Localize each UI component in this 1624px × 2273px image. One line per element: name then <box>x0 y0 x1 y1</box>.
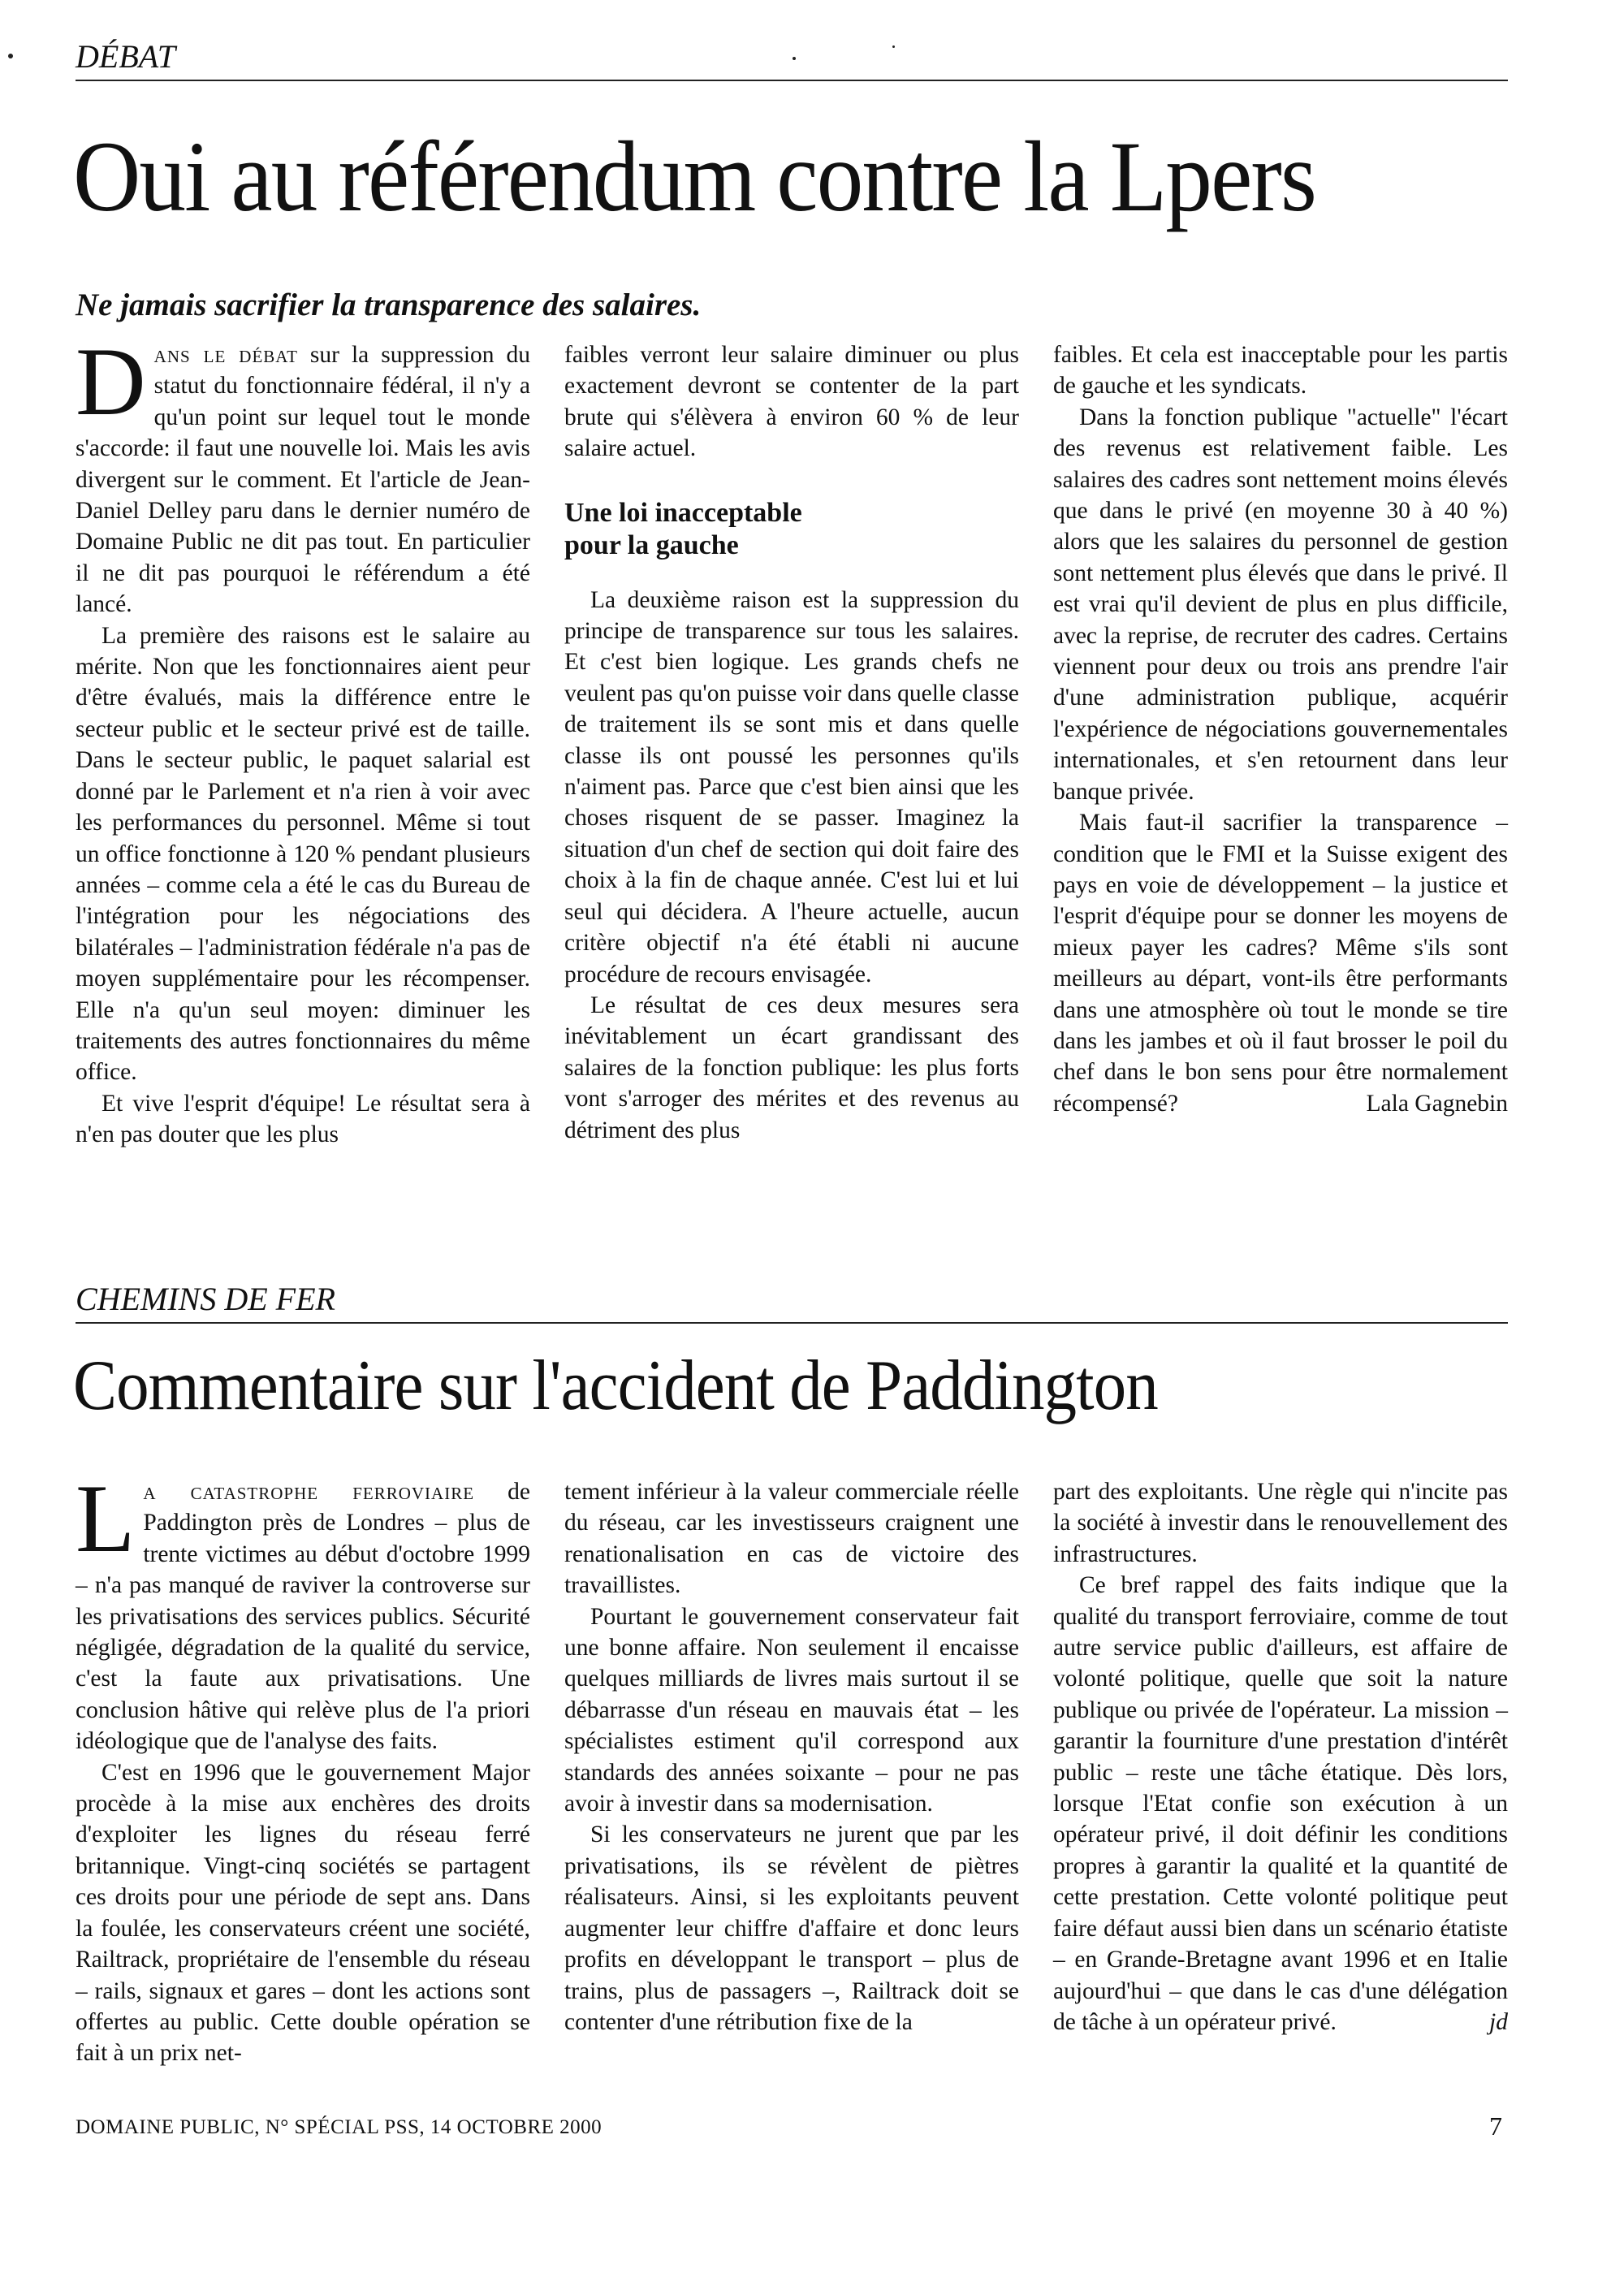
paragraph: La première des raisons est le salaire au mérite. Non que les fonctionnaires aient peur d'être évalués, mais la différence entre le secteur public et le secteur privé est de taille. Dans le secteur public, le paquet salarial est donné par le Parlement et n'a rien à voir avec les performances du personnel. Même si tout un office fonctionne à 120 % pendant plusieurs années – comme cela a été le cas du Bureau de l'intégration pour les négociations des bilatérales – l'administration fédérale n'a pas de moyen supplémentaire pour les récompenser. Elle n'a qu'un seul moyen: diminuer les traitements des autres fonctionnaires du même office. <box>76 622 530 1086</box>
paragraph: faibles. Et cela est inacceptable pour les partis de gauche et les syndicats. <box>1053 342 1508 400</box>
article1-column-1 <box>76 327 530 1151</box>
paragraph: part des exploitants. Une règle qui n'incite pas la société à investir dans le renouvellement des infrastructures. <box>1053 1479 1508 1567</box>
article2-column-1 <box>76 1464 530 2069</box>
article2-column-2 <box>564 1476 1019 2037</box>
paragraph: Le résultat de ces deux mesures sera inévitablement un écart grandissant des salaires de la fonction publique: les plus forts vont s'arroger des mérites et des revenus au détriment des plus <box>564 992 1019 1143</box>
section-heading <box>564 497 1019 562</box>
paragraph: Pourtant le gouvernement conservateur fait une bonne affaire. Non seulement il encaisse quelques milliards de livres mais surtout il se débarrasse d'un réseau en mauvais état – les spécialistes estiment qu'il correspond aux standards des années soixante – pour ne pas avoir à investir dans sa modernisation. <box>564 1603 1019 1817</box>
footer-publication-line: DOMAINE PUBLIC, N° SPÉCIAL PSS, 14 OCTOBRE 2000 <box>76 2116 603 2138</box>
page-number: 7 <box>1489 2111 1502 2141</box>
article1-column-2 <box>564 339 1019 1146</box>
paragraph: Dans la fonction publique "actuelle" l'écart des revenus est relativement faible. Les salaires des cadres sont nettement moins élevés que dans le privé (en moyenne 30 à 40 %) alors que les salaires du personnel de gestion sont nettement plus élevés que dans le privé. Il est vrai qu'il devient de plus en plus difficile, avec la reprise, de recruter des cadres. Certains viennent pour deux ou trois ans prendre l'air d'une administration publique, acquérir l'expérience de négociations gouvernementales internationales, et s'en retournent dans leur banque privée. <box>1053 404 1508 805</box>
paragraph: faibles verront leur salaire diminuer ou plus exactement devront se contenter de la part brute qui s'élèvera à environ 60 % de leur salaire actuel. <box>564 342 1019 462</box>
article-title-lpers: Oui au référendum contre la Lpers <box>73 121 1315 232</box>
article-title-paddington: Commentaire sur l'accident de Paddington <box>73 1346 1158 1425</box>
drop-cap: L <box>76 1464 136 1572</box>
article1-column-3 <box>1053 339 1508 1120</box>
author-signature: Lala Gagnebin <box>1366 1091 1508 1117</box>
paragraph: tement inférieur à la valeur commerciale réelle du réseau, car les investisseurs craignent une renationalisation en cas de victoire des travaillistes. <box>564 1479 1019 1599</box>
paragraph: C'est en 1996 que le gouvernement Major procède à la mise aux enchères des droits d'exploiter les lignes du réseau ferré britannique. Vingt-cinq sociétés se partagent ces droits pour une période de sept ans. Dans la foulée, les conservateurs créent une société, Railtrack, propriétaire de l'ensemble du réseau – rails, signaux et gares – dont les actions sont offertes au public. Cette double opération se fait à un prix net- <box>76 1759 530 2067</box>
paragraph: Mais faut-il sacrifier la transparence – condition que le FMI et la Suisse exigent des pays en voie de développement – la justice et l'esprit d'équipe pour se donner les moyens de mieux payer les cadres? Même s'ils sont meilleurs au départ, vont-ils être performants dans une atmosphère où tout le monde se tire dans les jambes et où il faut brosser le poil du chef dans le bon sens pour être normalement récompensé? <box>1053 810 1508 1117</box>
paragraph <box>1053 1570 1508 2037</box>
section-rubric-debat: DÉBAT <box>76 37 1508 81</box>
paragraph-text: de Paddington près de Londres – plus de trente victimes au début d'octobre 1999 – n'a pas manqué de raviver la controverse sur les privatisations des services publics. Sécurité négligée, dégradation de la qualité du service, c'est la faute aux privatisations. Une conclusion hâtive qui relève plus de l'a priori idéologique que de l'analyse des faits. <box>76 1479 530 1755</box>
lead-in: a catastrophe ferroviaire <box>143 1479 475 1505</box>
paragraph: Si les conservateurs ne jurent que par les privatisations, ils se révèlent de piètres réalisateurs. Ainsi, si les exploitants peuvent augmenter leur chiffre d'affaire et donc leurs profits en développant le transport – plus de trains, plus de passagers –, Railtrack doit se contenter d'une rétribution fixe de la <box>564 1821 1019 2035</box>
article-subtitle: Ne jamais sacrifier la transparence des salaires. <box>76 287 702 322</box>
paragraph: La deuxième raison est la suppression du principe de transparence sur tous les salaires. Et c'est bien logique. Les grands chefs ne veulent pas qu'on puisse voir dans quelle classe de traitement ils se sont mis et dans quelle classe ils ont poussé les personnes qu'ils n'aiment pas. Parce que c'est bien ainsi que les choses risquent de se passer. Imaginez la situation d'un chef de section qui doit faire des choix à la fin de chaque année. C'est lui et lui seul qui décidera. A l'heure actuelle, aucun critère objectif n'a été établi ni aucune procédure de recours envisagée. <box>564 586 1019 987</box>
paragraph <box>76 1464 530 1757</box>
author-initials: jd <box>1489 2008 1508 2035</box>
article2-column-3 <box>1053 1476 1508 2037</box>
paragraph: Et vive l'esprit d'équipe! Le résultat sera à n'en pas douter que les plus <box>76 1090 530 1148</box>
paragraph-text: Ce bref rappel des faits indique que la qualité du transport ferroviaire, comme de tout autre service public d'ailleurs, est affaire de volonté politique, quelle que soit la nature publique ou privée de l'opérateur. La mission – garantir la fourniture d'une prestation d'intérêt public – reste une tâche étatique. Dès lors, lorsque l'Etat confie son exécution à un opérateur privé, il doit définir les conditions propres à garantir la qualité et la quantité de cette prestation. Cette volonté politique peut faire défaut aussi bien dans un scénario étatiste – en Grande-Bretagne avant 1996 et en Italie aujourd'hui – que dans le cas d'une délégation de tâche à un opérateur privé. <box>1053 1572 1508 2035</box>
heading-line: Une loi inacceptable <box>564 497 802 528</box>
drop-cap: D <box>76 327 146 435</box>
paragraph <box>76 327 530 620</box>
paragraph-text: sur la suppression du statut du fonctionnaire fédéral, il n'y a qu'un point sur lequel tout le monde s'accorde: il faut une nouvelle loi. Mais les avis divergent sur le comment. Et l'article de Jean-Daniel Delley paru dans le dernier numéro de Domaine Public ne dit pas tout. En particulier il ne dit pas pourquoi le référendum a été lancé. <box>76 342 530 618</box>
scan-speck <box>8 54 13 58</box>
lead-in: ans le débat <box>153 342 298 368</box>
section-rubric-chemins-de-fer: CHEMINS DE FER <box>76 1280 1508 1324</box>
heading-line: pour la gauche <box>564 529 739 560</box>
